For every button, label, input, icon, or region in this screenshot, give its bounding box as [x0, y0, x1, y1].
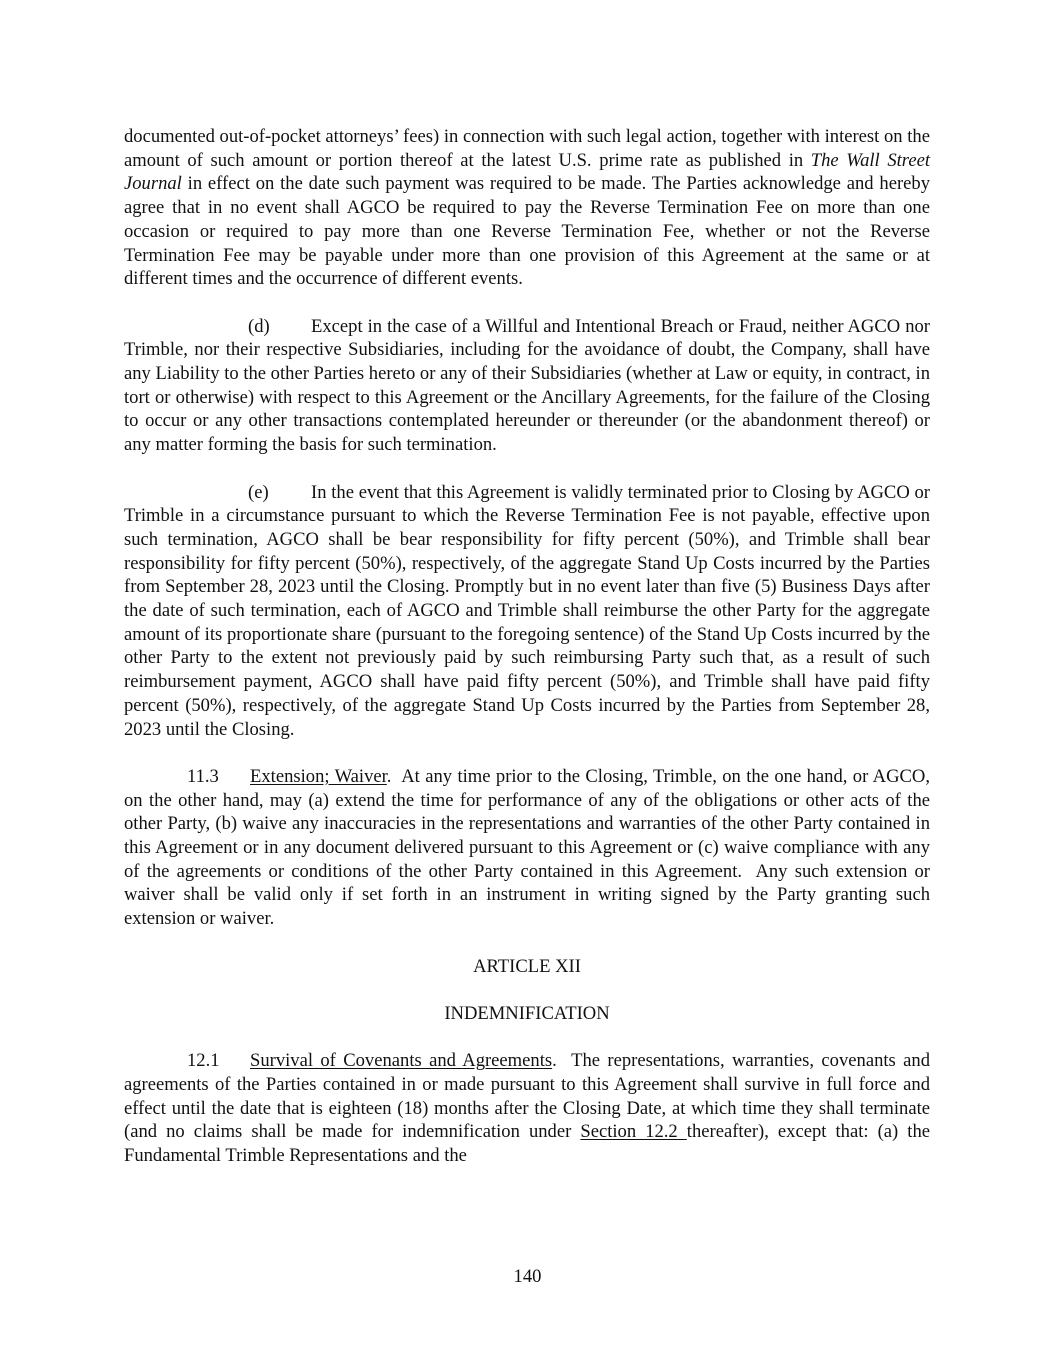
paragraph-c-continuation: [124, 125, 930, 291]
paragraph-text: thereafter), except that: (a) the Fundamental Trimble Representations and the: [124, 1121, 930, 1167]
publication-title: The Wall Street Journal: [124, 149, 930, 195]
section-12-1: [124, 1049, 935, 1168]
paragraph-text: At any time prior to the Closing, Trimble, on the one hand, or AGCO, on the other hand, may (a) extend the time for performance of any of the obligations or other acts of the other Party, (b) waive any inaccuracies in the representations and warranties of the other Party contained in this Agreement or in any document delivered pursuant to this Agreement or (c) waive compliance with any of the agreements or conditions of the other Party contained in this Agreement. Any such extension or waiver shall be valid only if set forth in an instrument in writing signed by the Party granting such extension or waiver.: [124, 765, 935, 930]
paragraph-text: in effect on the date such payment was required to be made. The Parties acknowledge and hereby agree that in no event shall AGCO be required to pay the Reverse Termination Fee on more than one occasion or required to pay more than one Reverse Termination Fee, whether or not the Reverse Termination Fee may be payable under more than one provision of this Agreement at the same or at different times and the occurrence of different events.: [124, 173, 930, 290]
heading-punctuation: .: [386, 765, 392, 787]
section-number: 12.1: [187, 1050, 220, 1072]
paragraph-text: The representations, warranties, covenants and agreements of the Parties contained in or made pursuant to this Agreement shall survive in full force and effect until the date that is eighteen (18) months after the Closing Date, at which time they shall terminate (and no claims shall be made for indemnification under: [124, 1050, 935, 1143]
heading-punctuation: .: [552, 1050, 557, 1072]
document-page: [124, 125, 935, 1168]
clause-label: (d): [248, 315, 270, 337]
paragraph-text: documented out-of-pocket attorneys’ fees) in connection with such legal action, together with interest on the amount of such amount or portion thereof at the latest U.S. prime rate as published in: [124, 126, 930, 171]
paragraph-d: [124, 315, 930, 457]
section-number: 11.3: [187, 765, 219, 787]
article-title: INDEMNIFICATION: [444, 1002, 610, 1024]
paragraph-text: In the event that this Agreement is validly terminated prior to Closing by AGCO or Trimble in a circumstance pursuant to which the Reverse Termination Fee is not payable, effective upon such termination, AGCO shall be bear responsibility for fifty percent (50%), and Trimble shall bear responsibility for fifty percent (50%), respectively, of the aggregate Stand Up Costs incurred by the Parties from September 28, 2023 until the Closing. Promptly but in no event later than five (5) Business Days after the date of such termination, each of AGCO and Trimble shall reimburse the other Party for the aggregate amount of its proportionate share (pursuant to the foregoing sentence) of the Stand Up Costs incurred by the other Party to the extent not previously paid by such reimbursing Party such that, as a result of such reimbursement payment, AGCO shall have paid fifty percent (50%), and Trimble shall have paid fifty percent (50%), respectively, of the aggregate Stand Up Costs incurred by the Parties from September 28, 2023 until the Closing.: [124, 481, 930, 740]
article-number: ARTICLE XII: [473, 955, 581, 977]
paragraph-text: Except in the case of a Willful and Intentional Breach or Fraud, neither AGCO nor Trimble, nor their respective Subsidiaries, including for the avoidance of doubt, the Company, shall have any Liability to the other Parties hereto or any of their Subsidiaries (whether at Law or equity, in contract, in tort or otherwise) with respect to this Agreement or the Ancillary Agreements, for the failure of the Closing to occur or any other transactions contemplated hereunder or thereunder (or the abandonment thereof) or any matter forming the basis for such termination.: [124, 315, 930, 456]
section-11-3: [124, 765, 935, 931]
clause-label: (e): [248, 481, 269, 503]
paragraph-e: [124, 481, 930, 742]
section-heading: Survival of Covenants and Agreements: [250, 1050, 553, 1072]
section-heading: Extension; Waiver: [250, 765, 387, 787]
section-reference: Section 12.2: [580, 1121, 687, 1143]
page-number: 140: [513, 1266, 542, 1287]
